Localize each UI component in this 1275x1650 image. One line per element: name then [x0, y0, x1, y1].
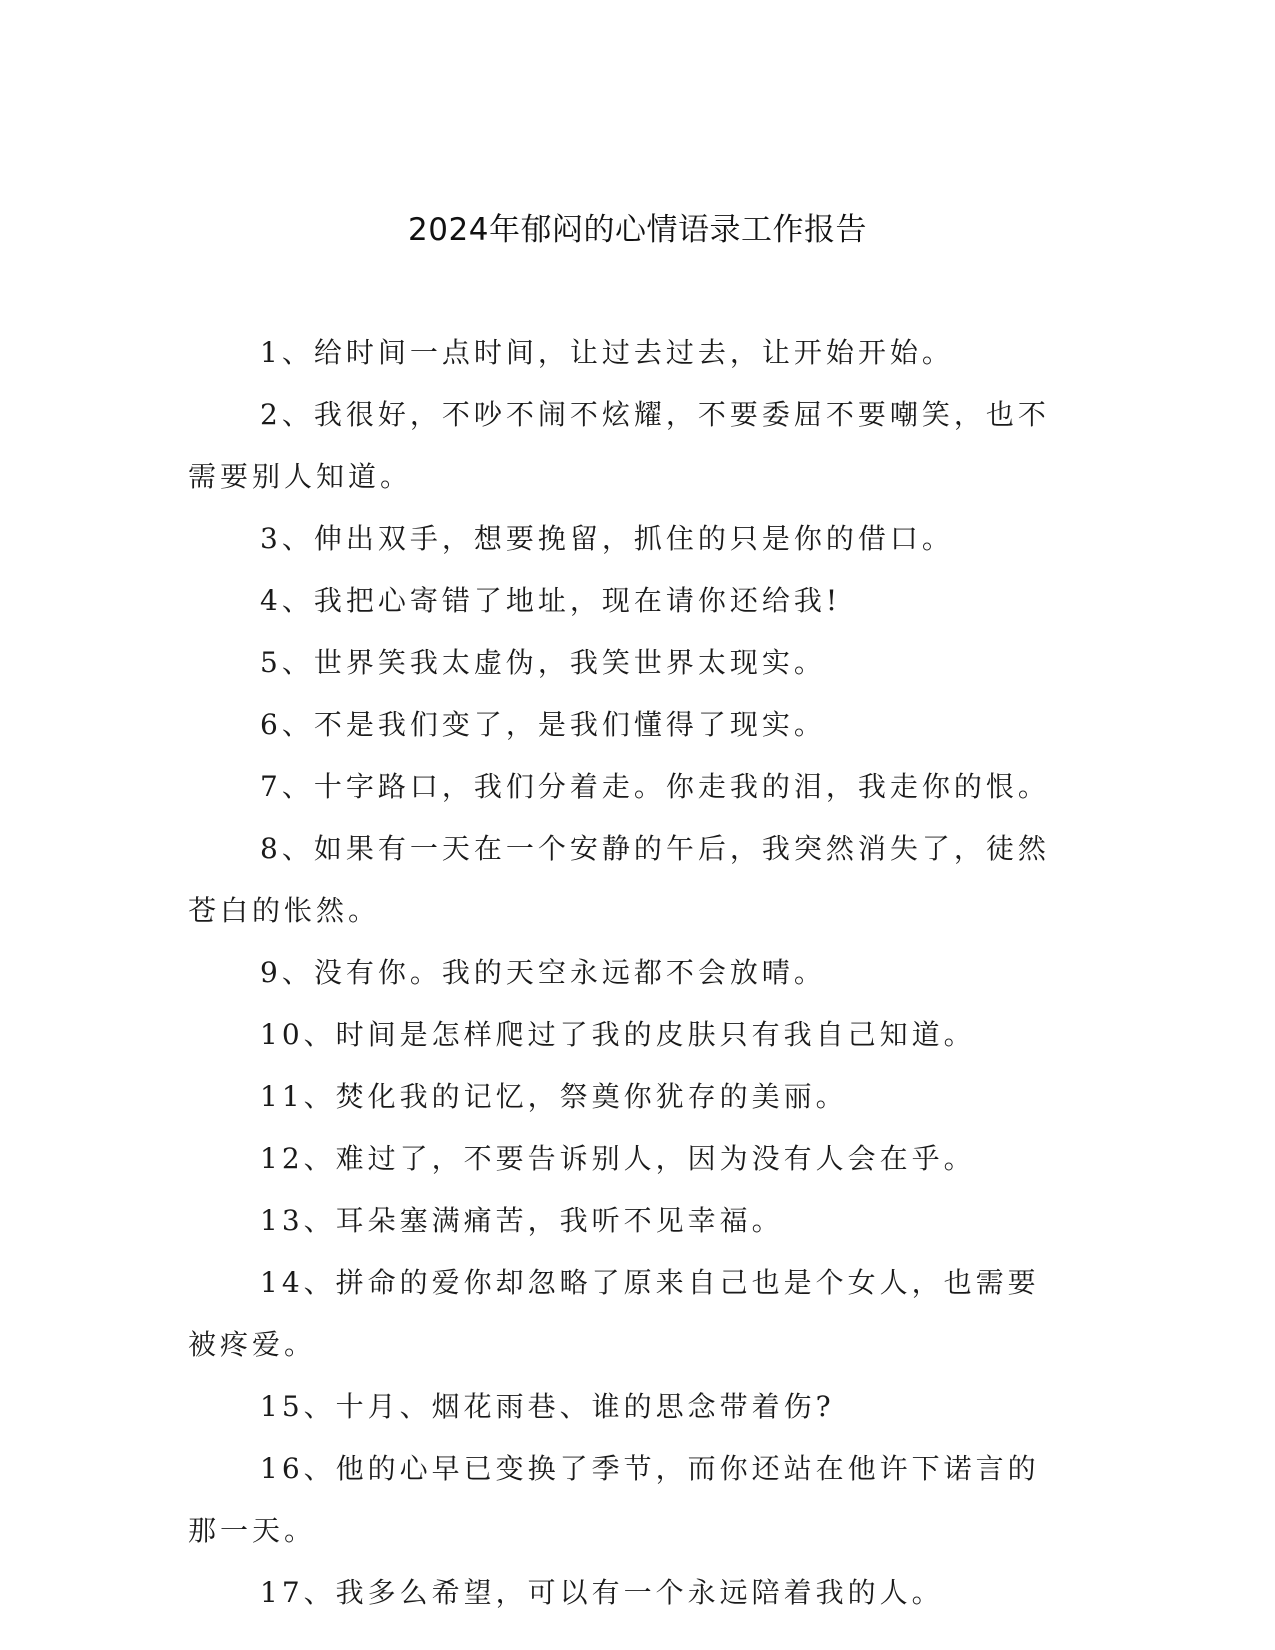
- paragraph-6: 6、不是我们变了，是我们懂得了现实。: [260, 708, 826, 741]
- paragraph-17: 17、我多么希望，可以有一个永远陪着我的人。: [260, 1576, 944, 1609]
- paragraph-11: 11、焚化我的记忆，祭奠你犹存的美丽。: [260, 1080, 848, 1113]
- paragraph-10: 10、时间是怎样爬过了我的皮肤只有我自己知道。: [260, 1018, 976, 1051]
- paragraph-15: 15、十月、烟花雨巷、谁的思念带着伤?: [260, 1390, 835, 1423]
- paragraph-16: 16、他的心早已变换了季节，而你还站在他许下诺言的那一天。: [188, 1452, 1040, 1547]
- paragraph-2: 2、我很好，不吵不闹不炫耀，不要委屈不要嘲笑，也不需要别人知道。: [188, 398, 1050, 493]
- paragraph-14: 14、拼命的爱你却忽略了原来自己也是个女人，也需要被疼爱。: [188, 1266, 1040, 1361]
- paragraph-5: 5、世界笑我太虚伪，我笑世界太现实。: [260, 646, 826, 679]
- paragraph-1: 1、给时间一点时间，让过去过去，让开始开始。: [260, 336, 954, 369]
- paragraph-9: 9、没有你。我的天空永远都不会放晴。: [260, 956, 826, 989]
- document-body: [188, 322, 1068, 1624]
- paragraph-3: 3、伸出双手，想要挽留，抓住的只是你的借口。: [260, 522, 954, 555]
- paragraph-8: 8、如果有一天在一个安静的午后，我突然消失了，徒然苍白的怅然。: [188, 832, 1050, 927]
- paragraph-4: 4、我把心寄错了地址，现在请你还给我!: [260, 584, 842, 617]
- document-title: 2024年郁闷的心情语录工作报告: [408, 212, 867, 248]
- paragraph-7: 7、十字路口，我们分着走。你走我的泪，我走你的恨。: [260, 770, 1050, 803]
- paragraph-12: 12、难过了，不要告诉别人，因为没有人会在乎。: [260, 1142, 976, 1175]
- paragraph-13: 13、耳朵塞满痛苦，我听不见幸福。: [260, 1204, 784, 1237]
